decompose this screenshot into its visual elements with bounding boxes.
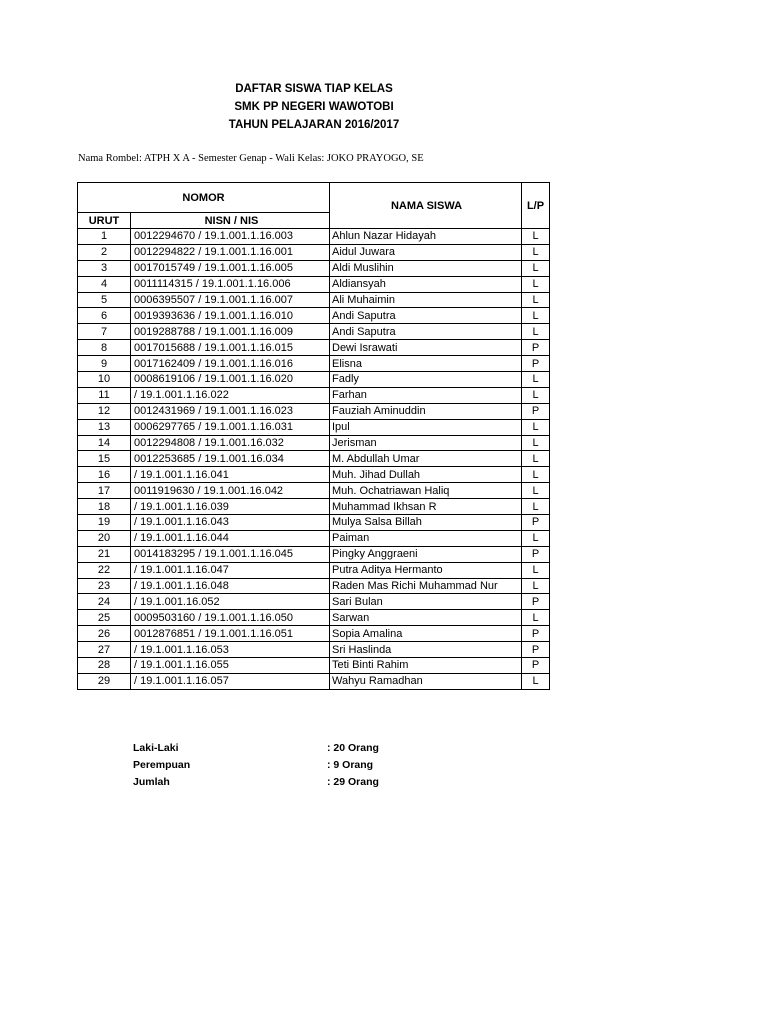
- cell-urut: 19: [78, 515, 131, 531]
- cell-urut: 25: [78, 610, 131, 626]
- summary-label: Laki-Laki: [133, 742, 179, 754]
- summary-value: : 9 Orang: [327, 759, 374, 771]
- cell-nama-siswa: Raden Mas Richi Muhammad Nur: [330, 578, 522, 594]
- cell-urut: 15: [78, 451, 131, 467]
- cell-nisn-nis: / 19.1.001.1.16.048: [131, 578, 330, 594]
- cell-urut: 26: [78, 626, 131, 642]
- cell-urut: 27: [78, 642, 131, 658]
- cell-nama-siswa: Sari Bulan: [330, 594, 522, 610]
- cell-nama-siswa: Mulya Salsa Billah: [330, 515, 522, 531]
- cell-urut: 28: [78, 658, 131, 674]
- header-nama-siswa: NAMA SISWA: [330, 183, 522, 229]
- table-row: [78, 562, 550, 578]
- table-row: [78, 340, 550, 356]
- cell-lp: L: [522, 419, 550, 435]
- cell-urut: 13: [78, 419, 131, 435]
- cell-lp: L: [522, 610, 550, 626]
- class-meta-info: Nama Rombel: ATPH X A - Semester Genap - Wali Kelas: JOKO PRAYOGO, SE: [78, 153, 424, 164]
- table-row: [78, 435, 550, 451]
- student-table: [77, 182, 550, 690]
- table-row: [78, 356, 550, 372]
- summary-value: : 20 Orang: [327, 742, 379, 754]
- cell-lp: P: [522, 642, 550, 658]
- header-nomor: NOMOR: [78, 183, 330, 213]
- cell-urut: 16: [78, 467, 131, 483]
- cell-lp: L: [522, 244, 550, 260]
- cell-urut: 6: [78, 308, 131, 324]
- table-row: [78, 229, 550, 245]
- gender-summary: [133, 740, 433, 791]
- cell-urut: 1: [78, 229, 131, 245]
- cell-nama-siswa: Farhan: [330, 387, 522, 403]
- table-row: [78, 276, 550, 292]
- table-row: [78, 673, 550, 689]
- cell-nisn-nis: / 19.1.001.1.16.047: [131, 562, 330, 578]
- cell-nisn-nis: / 19.1.001.1.16.039: [131, 499, 330, 515]
- cell-nama-siswa: Muh. Ochatriawan Haliq: [330, 483, 522, 499]
- cell-nama-siswa: Ipul: [330, 419, 522, 435]
- cell-nama-siswa: Aldi Muslihin: [330, 260, 522, 276]
- cell-nama-siswa: Muhammad Ikhsan R: [330, 499, 522, 515]
- cell-lp: L: [522, 499, 550, 515]
- cell-nama-siswa: Sri Haslinda: [330, 642, 522, 658]
- cell-urut: 29: [78, 673, 131, 689]
- cell-nisn-nis: / 19.1.001.1.16.053: [131, 642, 330, 658]
- table-row: [78, 387, 550, 403]
- cell-lp: L: [522, 324, 550, 340]
- summary-row-female: [133, 757, 433, 774]
- cell-nisn-nis: 0014183295 / 19.1.001.1.16.045: [131, 546, 330, 562]
- cell-lp: L: [522, 451, 550, 467]
- summary-label: Jumlah: [133, 776, 170, 788]
- cell-lp: P: [522, 403, 550, 419]
- cell-nama-siswa: Sarwan: [330, 610, 522, 626]
- cell-nisn-nis: / 19.1.001.16.052: [131, 594, 330, 610]
- cell-lp: L: [522, 562, 550, 578]
- cell-nama-siswa: M. Abdullah Umar: [330, 451, 522, 467]
- cell-nisn-nis: 0009503160 / 19.1.001.1.16.050: [131, 610, 330, 626]
- cell-nama-siswa: Sopia Amalina: [330, 626, 522, 642]
- cell-nisn-nis: 0017162409 / 19.1.001.1.16.016: [131, 356, 330, 372]
- cell-nama-siswa: Andi Saputra: [330, 308, 522, 324]
- cell-lp: P: [522, 356, 550, 372]
- header-lp: L/P: [522, 183, 550, 229]
- cell-nisn-nis: 0019288788 / 19.1.001.1.16.009: [131, 324, 330, 340]
- cell-urut: 7: [78, 324, 131, 340]
- cell-nama-siswa: Andi Saputra: [330, 324, 522, 340]
- cell-urut: 18: [78, 499, 131, 515]
- cell-nisn-nis: 0017015688 / 19.1.001.1.16.015: [131, 340, 330, 356]
- cell-nama-siswa: Elisna: [330, 356, 522, 372]
- cell-lp: P: [522, 515, 550, 531]
- table-row: [78, 244, 550, 260]
- cell-nisn-nis: 0019393636 / 19.1.001.1.16.010: [131, 308, 330, 324]
- cell-urut: 21: [78, 546, 131, 562]
- cell-urut: 2: [78, 244, 131, 260]
- cell-nama-siswa: Muh. Jihad Dullah: [330, 467, 522, 483]
- cell-lp: L: [522, 578, 550, 594]
- cell-nama-siswa: Fadly: [330, 372, 522, 388]
- cell-nama-siswa: Teti Binti Rahim: [330, 658, 522, 674]
- table-row: [78, 594, 550, 610]
- cell-lp: P: [522, 626, 550, 642]
- cell-lp: P: [522, 546, 550, 562]
- cell-nama-siswa: Jerisman: [330, 435, 522, 451]
- student-rows: [78, 229, 550, 690]
- table-row: [78, 499, 550, 515]
- cell-nisn-nis: 0012876851 / 19.1.001.1.16.051: [131, 626, 330, 642]
- cell-nisn-nis: 0012253685 / 19.1.001.16.034: [131, 451, 330, 467]
- title-line-1: DAFTAR SISWA TIAP KELAS: [235, 83, 393, 95]
- cell-nisn-nis: 0011114315 / 19.1.001.1.16.006: [131, 276, 330, 292]
- cell-nama-siswa: Putra Aditya Hermanto: [330, 562, 522, 578]
- table-row: [78, 658, 550, 674]
- cell-nama-siswa: Aldiansyah: [330, 276, 522, 292]
- cell-lp: P: [522, 658, 550, 674]
- cell-nama-siswa: Ali Muhaimin: [330, 292, 522, 308]
- cell-nama-siswa: Aidul Juwara: [330, 244, 522, 260]
- summary-label: Perempuan: [133, 759, 191, 771]
- cell-lp: P: [522, 340, 550, 356]
- table-row: [78, 642, 550, 658]
- table-row: [78, 308, 550, 324]
- cell-nisn-nis: 0012294822 / 19.1.001.1.16.001: [131, 244, 330, 260]
- cell-lp: P: [522, 594, 550, 610]
- cell-nisn-nis: / 19.1.001.1.16.057: [131, 673, 330, 689]
- cell-urut: 17: [78, 483, 131, 499]
- cell-lp: L: [522, 530, 550, 546]
- cell-urut: 12: [78, 403, 131, 419]
- cell-urut: 23: [78, 578, 131, 594]
- cell-nama-siswa: Ahlun Nazar Hidayah: [330, 229, 522, 245]
- cell-nama-siswa: Paiman: [330, 530, 522, 546]
- header-nisn-nis: NISN / NIS: [131, 213, 330, 229]
- cell-lp: L: [522, 229, 550, 245]
- cell-urut: 10: [78, 372, 131, 388]
- cell-lp: L: [522, 673, 550, 689]
- cell-nisn-nis: 0012431969 / 19.1.001.1.16.023: [131, 403, 330, 419]
- title-line-3: TAHUN PELAJARAN 2016/2017: [228, 119, 400, 131]
- cell-nisn-nis: 0011919630 / 19.1.001.16.042: [131, 483, 330, 499]
- cell-urut: 5: [78, 292, 131, 308]
- table-row: [78, 610, 550, 626]
- cell-nisn-nis: 0006395507 / 19.1.001.1.16.007: [131, 292, 330, 308]
- cell-nama-siswa: Dewi Israwati: [330, 340, 522, 356]
- cell-urut: 4: [78, 276, 131, 292]
- cell-nama-siswa: Wahyu Ramadhan: [330, 673, 522, 689]
- cell-lp: L: [522, 276, 550, 292]
- cell-nisn-nis: / 19.1.001.1.16.055: [131, 658, 330, 674]
- document-title: [0, 80, 628, 134]
- cell-nisn-nis: 0017015749 / 19.1.001.1.16.005: [131, 260, 330, 276]
- table-row: [78, 324, 550, 340]
- cell-lp: L: [522, 292, 550, 308]
- table-row: [78, 626, 550, 642]
- cell-nisn-nis: 0008619106 / 19.1.001.1.16.020: [131, 372, 330, 388]
- table-row: [78, 403, 550, 419]
- table-row: [78, 372, 550, 388]
- table-row: [78, 467, 550, 483]
- cell-urut: 9: [78, 356, 131, 372]
- cell-nisn-nis: / 19.1.001.1.16.022: [131, 387, 330, 403]
- cell-urut: 24: [78, 594, 131, 610]
- cell-urut: 8: [78, 340, 131, 356]
- table-row: [78, 546, 550, 562]
- cell-nisn-nis: / 19.1.001.1.16.043: [131, 515, 330, 531]
- cell-lp: L: [522, 260, 550, 276]
- cell-lp: L: [522, 387, 550, 403]
- table-row: [78, 515, 550, 531]
- cell-nisn-nis: 0006297765 / 19.1.001.1.16.031: [131, 419, 330, 435]
- cell-nisn-nis: / 19.1.001.1.16.044: [131, 530, 330, 546]
- table-row: [78, 483, 550, 499]
- cell-lp: L: [522, 467, 550, 483]
- header-urut: URUT: [78, 213, 131, 229]
- cell-lp: L: [522, 483, 550, 499]
- summary-value: : 29 Orang: [327, 776, 379, 788]
- cell-urut: 14: [78, 435, 131, 451]
- cell-nisn-nis: 0012294808 / 19.1.001.16.032: [131, 435, 330, 451]
- summary-row-male: [133, 740, 433, 757]
- table-row: [78, 292, 550, 308]
- title-line-2: SMK PP NEGERI WAWOTOBI: [234, 101, 394, 113]
- cell-lp: L: [522, 435, 550, 451]
- cell-nama-siswa: Pingky Anggraeni: [330, 546, 522, 562]
- table-row: [78, 451, 550, 467]
- cell-nisn-nis: 0012294670 / 19.1.001.1.16.003: [131, 229, 330, 245]
- table-row: [78, 578, 550, 594]
- cell-urut: 22: [78, 562, 131, 578]
- cell-urut: 20: [78, 530, 131, 546]
- summary-row-total: [133, 774, 433, 791]
- cell-nisn-nis: / 19.1.001.1.16.041: [131, 467, 330, 483]
- cell-nama-siswa: Fauziah Aminuddin: [330, 403, 522, 419]
- cell-lp: L: [522, 372, 550, 388]
- table-row: [78, 419, 550, 435]
- table-row: [78, 260, 550, 276]
- table-row: [78, 530, 550, 546]
- cell-urut: 3: [78, 260, 131, 276]
- cell-urut: 11: [78, 387, 131, 403]
- cell-lp: L: [522, 308, 550, 324]
